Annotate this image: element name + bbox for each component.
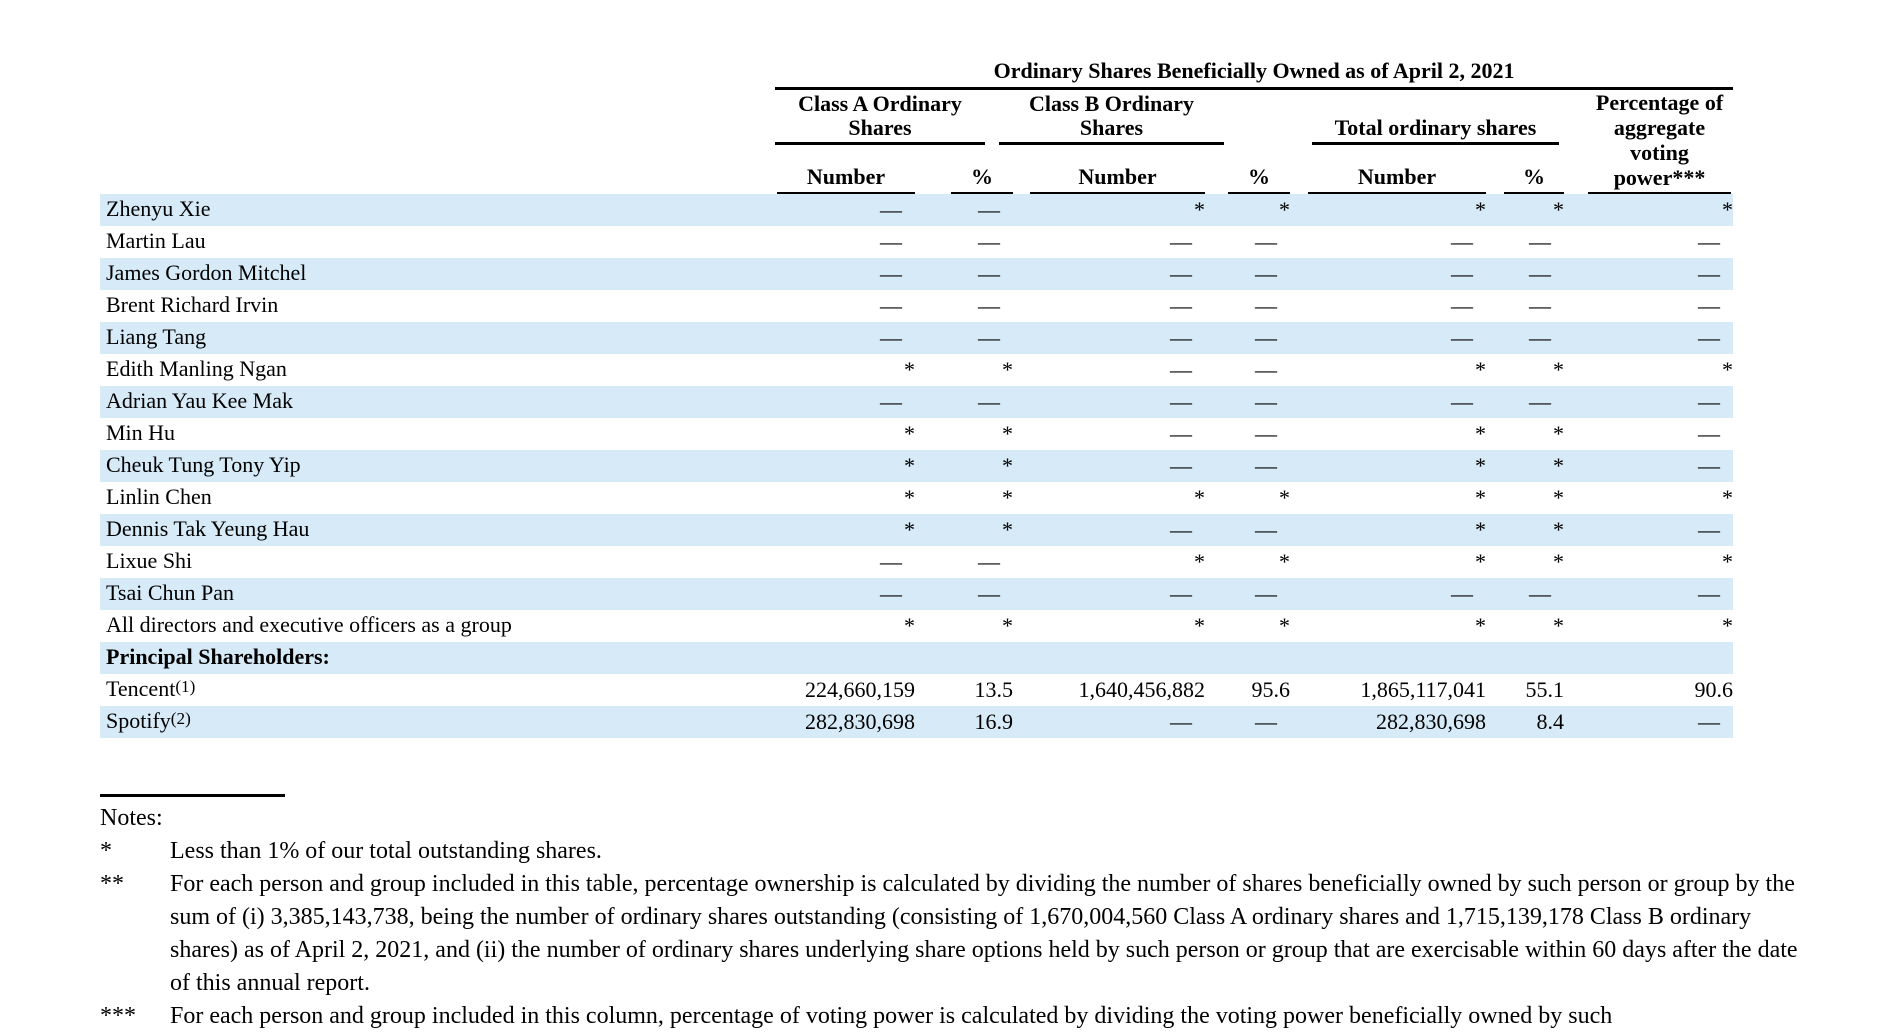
cell-total-number: — [1290,322,1486,354]
cell-class-b-number: — [1170,420,1192,446]
cell-class-a-percent: * [1002,356,1013,382]
cell-class-a-percent: — [978,228,1000,254]
cell-class-a-number: * [775,514,915,546]
cell-voting-power: — [1564,514,1733,546]
cell-total-number: * [1475,484,1486,510]
table-row [100,578,1733,610]
group-header-class-b: Class B Ordinary Shares [1013,88,1290,145]
cell-total-number: — [1290,258,1486,290]
cell-voting-power: 90.6 [1694,676,1734,702]
shareholder-name: Liang Tang [100,322,775,354]
cell-class-b-number: — [1170,228,1192,254]
cell-class-a-number: — [775,258,915,290]
note-text: For each person and group included in this table, percentage ownership is calculated by dividing the number of shares beneficially owned by such person or group by the sum of (i) 3,385,143,738, being the number of ordinary shares outstanding (consisting of 1,670,004,560 Class A ordinary shares and 1,715,139,178 Class B ordinary shares) as of April 2, 2021, and (ii) the number of ordinary shares underlying share options held by such person or group that are exercisable within 60 days after the date of this annual report. [170,870,1798,996]
cell-class-b-number: — [1170,292,1192,318]
cell-class-a-percent: — [978,548,1000,574]
shareholder-name: Adrian Yau Kee Mak [100,386,775,418]
table-row [100,514,1733,546]
cell-total-number: 1,865,117,041 [1360,676,1486,702]
cell-class-a-percent: — [915,258,1013,290]
table-row [100,546,1733,578]
cell-class-b-number [1013,642,1205,674]
cell-class-b-percent: * [1205,194,1290,226]
cell-class-a-percent: — [915,322,1013,354]
footnote-ref: (1) [175,676,196,696]
cell-class-b-number: — [1013,450,1205,482]
cell-class-a-number: — [775,194,915,226]
shareholder-name: James Gordon Mitchel [100,258,775,290]
cell-class-a-number: — [880,292,902,318]
cell-class-a-number: * [904,356,915,382]
note-marker: ** [100,870,124,897]
shareholder-name: Brent Richard Irvin [106,291,279,317]
table-row [100,290,1733,322]
cell-total-number: — [1290,578,1486,610]
cell-total-number [1290,642,1486,674]
cell-total-number: — [1451,228,1473,254]
cell-voting-power: — [1564,258,1733,290]
table-row [100,610,1733,642]
table-title: Ordinary Shares Beneficially Owned as of April 2, 2021 [775,48,1733,88]
cell-total-percent: * [1486,194,1564,226]
note-item [100,835,1800,868]
cell-class-b-percent: — [1205,706,1290,738]
cell-class-a-percent: — [915,386,1013,418]
note-marker: *** [100,1002,136,1029]
cell-class-b-percent: — [1255,292,1277,318]
table-row [100,482,1733,514]
cell-class-a-percent: * [1002,612,1013,638]
cell-total-percent: — [1529,228,1551,254]
cell-class-a-number: — [775,578,915,610]
shareholder-name: Tencent(1) [106,675,196,701]
column-header-row [100,145,1733,193]
footnote-ref: (2) [170,708,191,728]
cell-voting-power: — [1564,386,1733,418]
note-marker: * [100,837,112,864]
cell-class-b-number: — [1013,578,1205,610]
col-header-class-a-percent: % [915,145,1013,193]
cell-class-b-percent [1205,642,1290,674]
cell-voting-power: — [1564,450,1733,482]
table-row [100,258,1733,290]
cell-total-percent: — [1529,292,1551,318]
notes-section [100,794,1800,1033]
table-row [100,194,1733,226]
cell-voting-power: * [1722,356,1734,382]
cell-class-a-number: — [880,228,902,254]
table-row [100,674,1733,706]
col-header-total-number: Number [1290,145,1486,193]
cell-class-b-number: * [1013,194,1205,226]
cell-class-a-number: * [904,612,915,638]
cell-class-a-percent: — [915,578,1013,610]
table-row [100,706,1733,738]
cell-total-percent: * [1486,450,1564,482]
cell-class-b-number: — [1013,514,1205,546]
section-header-row [100,642,1733,674]
section-heading: Principal Shareholders: [100,642,775,674]
cell-class-b-number: — [1013,706,1205,738]
cell-voting-power: * [1722,484,1734,510]
cell-class-b-percent: — [1255,228,1277,254]
cell-total-number: * [1290,514,1486,546]
group-header-total: Total ordinary shares [1290,88,1564,145]
shareholder-name: Linlin Chen [106,483,212,509]
cell-total-percent: * [1486,514,1564,546]
group-header-row [100,88,1733,145]
cell-total-number: * [1475,548,1486,574]
cell-voting-power: — [1564,322,1733,354]
shareholder-name: Min Hu [106,419,176,445]
table-title-row [100,48,1733,88]
note-text: For each person and group included in this column, percentage of voting power is calculated by dividing the voting power beneficially owned by such [170,1002,1613,1029]
cell-class-a-percent: * [915,514,1013,546]
table-row [100,418,1733,450]
cell-class-a-percent: — [915,194,1013,226]
note-item [100,1000,1800,1033]
table-row [100,322,1733,354]
cell-total-number: — [1290,386,1486,418]
cell-total-number: * [1290,450,1486,482]
cell-total-percent: * [1553,612,1564,638]
col-header-class-a-number: Number [775,145,915,193]
shareholder-name: Cheuk Tung Tony Yip [100,450,775,482]
cell-class-b-number: — [1170,356,1192,382]
cell-total-percent [1486,642,1564,674]
cell-voting-power: * [1722,548,1734,574]
cell-class-b-number: — [1013,322,1205,354]
cell-class-b-number: 1,640,456,882 [1078,676,1205,702]
shareholder-name: Lixue Shi [106,547,193,573]
ownership-table [100,48,1733,738]
cell-voting-power: — [1564,706,1733,738]
cell-class-b-number: * [1194,548,1205,574]
shareholder-name: Dennis Tak Yeung Hau [100,514,775,546]
shareholder-name: Spotify(2) [100,706,775,738]
cell-class-b-percent: — [1205,514,1290,546]
cell-total-number: * [1290,194,1486,226]
cell-class-b-percent: — [1205,578,1290,610]
table-row [100,450,1733,482]
cell-class-a-number [775,642,915,674]
cell-class-b-percent: * [1279,548,1290,574]
cell-voting-power: — [1698,292,1721,318]
cell-class-a-percent: * [1002,420,1013,446]
table-row [100,386,1733,418]
cell-total-percent: 55.1 [1525,676,1564,702]
cell-class-b-percent: * [1279,612,1290,638]
cell-class-b-number: — [1013,258,1205,290]
cell-voting-power: — [1564,578,1733,610]
cell-class-b-percent: — [1205,322,1290,354]
cell-total-percent: * [1553,356,1564,382]
cell-total-number: * [1475,420,1486,446]
cell-class-a-number: * [904,484,915,510]
notes-divider [100,794,285,797]
cell-class-a-percent [915,642,1013,674]
table-row [100,226,1733,258]
shareholder-name: Zhenyu Xie [100,194,775,226]
document-page [0,48,1890,1034]
cell-class-a-percent: 13.5 [974,676,1013,702]
cell-total-number: * [1475,356,1486,382]
cell-class-b-percent: — [1255,356,1277,382]
cell-total-number: * [1475,612,1486,638]
shareholder-name: Martin Lau [106,227,206,253]
cell-voting-power: — [1698,228,1721,254]
cell-class-a-number: 224,660,159 [805,676,915,702]
cell-class-a-percent: * [1002,484,1013,510]
cell-total-percent: — [1486,322,1564,354]
group-header-voting-power: Percentage of aggregate voting power*** [1564,88,1733,194]
cell-class-a-percent: — [978,292,1000,318]
cell-class-b-percent: — [1205,386,1290,418]
cell-class-b-number: — [1013,386,1205,418]
group-header-class-a: Class A Ordinary Shares [775,88,1013,145]
cell-class-b-percent: — [1205,258,1290,290]
cell-class-a-number: — [775,322,915,354]
cell-voting-power [1564,642,1733,674]
shareholder-name: All directors and executive officers as a group [106,611,512,637]
cell-class-a-number: * [775,450,915,482]
cell-voting-power: * [1564,194,1733,226]
cell-class-b-percent: * [1279,484,1290,510]
cell-total-percent: — [1486,386,1564,418]
cell-total-percent: * [1553,484,1564,510]
note-item [100,868,1800,1000]
cell-class-b-number: * [1194,484,1205,510]
cell-class-b-percent: — [1255,420,1277,446]
cell-total-number: — [1451,292,1473,318]
cell-class-a-number: * [904,420,915,446]
col-header-class-b-percent: % [1205,145,1290,193]
cell-class-a-number: — [775,386,915,418]
shareholder-name: Edith Manling Ngan [106,355,287,381]
cell-total-percent: — [1486,578,1564,610]
cell-class-b-percent: 95.6 [1251,676,1290,702]
cell-class-b-percent: — [1205,450,1290,482]
notes-heading: Notes: [100,804,163,831]
cell-class-a-percent: * [915,450,1013,482]
cell-class-a-percent: 16.9 [915,706,1013,738]
table-row [100,354,1733,386]
cell-class-b-number: * [1194,612,1205,638]
cell-voting-power: — [1698,420,1721,446]
cell-total-percent: * [1553,420,1564,446]
cell-total-percent: * [1553,548,1564,574]
shareholder-name: Tsai Chun Pan [100,578,775,610]
cell-total-number: 282,830,698 [1290,706,1486,738]
cell-class-a-number: 282,830,698 [775,706,915,738]
cell-voting-power: * [1722,612,1734,638]
cell-class-a-number: — [880,548,902,574]
note-text: Less than 1% of our total outstanding shares. [170,837,602,864]
col-header-class-b-number: Number [1013,145,1205,193]
cell-total-percent: 8.4 [1486,706,1564,738]
col-header-total-percent: % [1486,145,1564,193]
cell-total-percent: — [1486,258,1564,290]
